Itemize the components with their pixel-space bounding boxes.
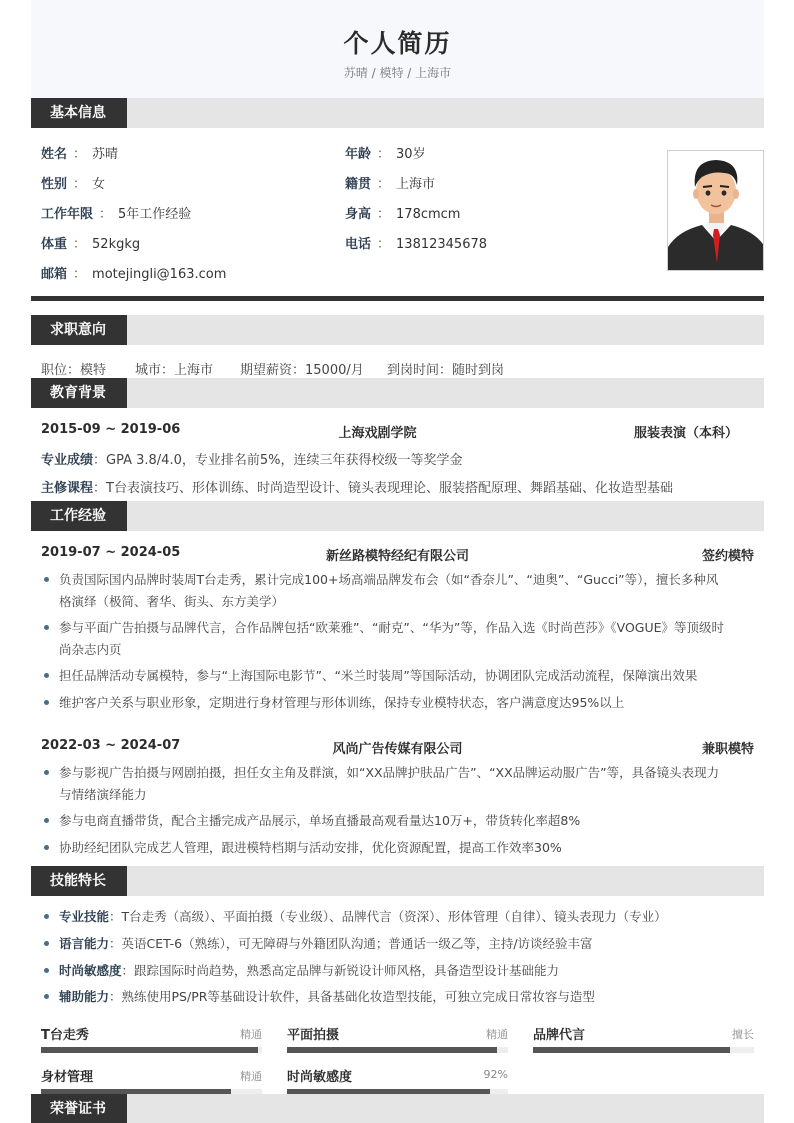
work-row-1 [41,545,754,563]
section-title-education: 教育背景 [31,378,127,408]
work-role: 签约模特 [701,549,754,564]
work-bullet [41,569,754,613]
field-value: 苏晴 [92,147,119,162]
page-title: 个人简历 [343,29,452,58]
skill-bar-name: 身材管理 [41,1070,94,1085]
field-label: 年龄 [345,147,372,162]
field-email [41,263,226,282]
skill-bar-level: 精通 [240,1070,262,1083]
field-label: 姓名 [41,147,68,162]
divider [31,296,764,301]
field-weight [41,233,140,252]
skill-bar [41,1024,262,1054]
skill-bar-track [287,1047,508,1053]
work-row-2 [41,738,754,756]
intent-salary: 期望薪资：15000/月 [240,363,364,378]
education-major: 服装表演（本科） [633,426,738,441]
section-skills [31,866,764,896]
bullet-text: 负责国际国内品牌时装周T台走秀，累计完成100+场高端品牌发布会（如“香奈儿”、“迪奥”、“Gucci”等），擅长多种风 [59,572,719,587]
colon: ： [73,237,87,252]
field-value: motejingli@163.com [92,267,227,282]
colon: ： [73,267,87,282]
field-label: 邮箱 [41,267,68,282]
skill-bar-name: 品牌代言 [533,1028,586,1043]
skill-bar-name: T台走秀 [41,1028,89,1043]
skill-bar-level: 精通 [240,1028,262,1041]
bullet-text: 协助经纪团队完成艺人管理，跟进模特档期与活动安排，优化资源配置，提高工作效率30% [59,840,562,855]
skill-bar [287,1024,508,1054]
skill-desc: ：英语CET-6（熟练），可无障碍与外籍团队沟通；普通话一级乙等，主持/访谈经验丰富 [109,936,593,951]
work-bullet [41,665,754,687]
courses-value: ：T台表演技巧、形体训练、时尚造型设计、镜头表现理论、服装搭配原理、舞蹈基础、化妆造型基础 [93,481,673,496]
colon: ： [73,177,87,192]
skill-bar-fill [287,1047,497,1053]
avatar [667,150,764,271]
resume-header [31,0,764,98]
field-name [41,143,118,162]
section-basic-info [31,98,764,128]
colon: ： [377,177,391,192]
skill-label: 专业技能 [59,909,110,924]
colon: ： [99,207,113,222]
education-row [41,422,754,440]
grades-value: ：GPA 3.8/4.0，专业排名前5%，连续三年获得校级一等奖学金 [93,453,463,468]
section-title-intent: 求职意向 [31,315,127,345]
work-role: 兼职模特 [701,742,754,757]
work-bullet [41,810,754,832]
education-grades [41,449,462,468]
intent-position: 职位：模特 [41,363,107,378]
field-height [345,203,460,222]
skill-label: 语言能力 [59,936,110,951]
work-bullet [41,617,754,661]
field-value: 女 [92,177,106,192]
skill-item [41,906,754,928]
colon: ： [377,207,391,222]
bullet-text: 参与影视广告拍摄与网剧拍摄，担任女主角及群演，如“XX品牌护肤品广告”、“XX品牌运动服广告”等，具备镜头表现力 [59,765,720,780]
skill-bar-fill [533,1047,730,1053]
colon: ： [377,237,391,252]
skill-bar [533,1024,754,1054]
section-education [31,378,764,408]
field-label: 工作年限 [41,207,94,222]
courses-label: 主修课程 [41,481,94,496]
field-origin [345,173,435,192]
grades-label: 专业成绩 [41,453,94,468]
field-value: 52kgkg [92,237,141,252]
field-gender [41,173,105,192]
field-label: 性别 [41,177,68,192]
education-courses [41,477,673,496]
skill-bar-track [41,1047,262,1053]
skill-bar-level: 精通 [486,1028,508,1041]
skill-label: 时尚敏感度 [59,963,122,978]
skill-label: 辅助能力 [59,989,110,1004]
skill-desc: ：T台走秀（高级）、平面拍摄（专业级）、品牌代言（资深）、形体管理（自律）、镜头表现力（专业） [109,909,667,924]
section-title-honors: 荣誉证书 [31,1094,127,1123]
page-subtitle: 苏晴 / 模特 / 上海市 [343,66,452,80]
skill-item [41,933,754,955]
bullet-text: 担任品牌活动专属模特，参与“上海国际电影节”、“米兰时装周”等国际活动，协调团队完成活动流程，保障演出效果 [59,668,698,683]
education-period: 2015-09 ~ 2019-06 [41,422,181,437]
work-bullet [41,762,754,806]
work-bullet [41,837,754,859]
work-period: 2022-03 ~ 2024-07 [41,738,181,753]
avatar-illustration [668,151,764,271]
education-school: 上海戏剧学院 [338,426,417,441]
work-bullet [41,692,754,714]
field-value: 30岁 [396,147,426,162]
field-value: 5年工作经验 [118,207,192,222]
bullet-text: 参与平面广告拍摄与品牌代言，合作品牌包括“欧莱雅”、“耐克”、“华为”等，作品入选《时尚芭莎》《VOGUE》等顶级时 [59,620,725,635]
skill-desc: ：熟练使用PS/PR等基础设计软件，具备基础化妆造型技能，可独立完成日常妆容与造型 [109,989,595,1004]
skill-bar-level: 92% [483,1068,508,1081]
section-job-intent [31,315,764,345]
bullet-text: 尚杂志内页 [59,642,122,657]
skill-item [41,986,754,1008]
colon: ： [377,147,391,162]
bullet-text: 与情绪演绎能力 [59,787,147,802]
field-years [41,203,191,222]
skill-desc: ：跟踪国际时尚趋势，熟悉高定品牌与新锐设计师风格，具备造型设计基础能力 [121,963,560,978]
skill-bar-track [533,1047,754,1053]
section-title-basic: 基本信息 [31,98,127,128]
field-value: 上海市 [396,177,436,192]
bullet-text: 维护客户关系与职业形象，定期进行身材管理与形体训练，保持专业模特状态，客户满意度达95%以上 [59,695,625,710]
skill-bar [41,1066,262,1096]
section-honors [31,1094,764,1123]
intent-city: 城市：上海市 [135,363,214,378]
field-label: 电话 [345,237,372,252]
skill-bar-level: 擅长 [732,1028,754,1041]
field-label: 身高 [345,207,372,222]
skill-bar [287,1066,508,1096]
work-company: 风尚广告传媒有限公司 [332,742,463,757]
field-age [345,143,426,162]
work-period: 2019-07 ~ 2024-05 [41,545,181,560]
skill-bar-fill [41,1047,258,1053]
field-label: 体重 [41,237,68,252]
field-label: 籍贯 [345,177,372,192]
colon: ： [73,147,87,162]
section-work [31,501,764,531]
skill-bar-name: 平面拍摄 [287,1028,340,1043]
bullet-text: 格演绎（极简、奢华、街头、东方美学） [59,594,285,609]
intent-arrival: 到岗时间：随时到岗 [387,363,505,378]
section-title-skills: 技能特长 [31,866,127,896]
bullet-text: 参与电商直播带货，配合主播完成产品展示，单场直播最高观看量达10万+，带货转化率超8% [59,813,581,828]
work-company: 新丝路模特经纪有限公司 [325,549,469,564]
section-title-work: 工作经验 [31,501,127,531]
resume-page [31,0,764,1123]
field-value: 178cmcm [396,207,461,222]
skill-item [41,960,754,982]
skill-bar-name: 时尚敏感度 [287,1070,353,1085]
field-phone [345,233,487,252]
field-value: 13812345678 [396,237,488,252]
